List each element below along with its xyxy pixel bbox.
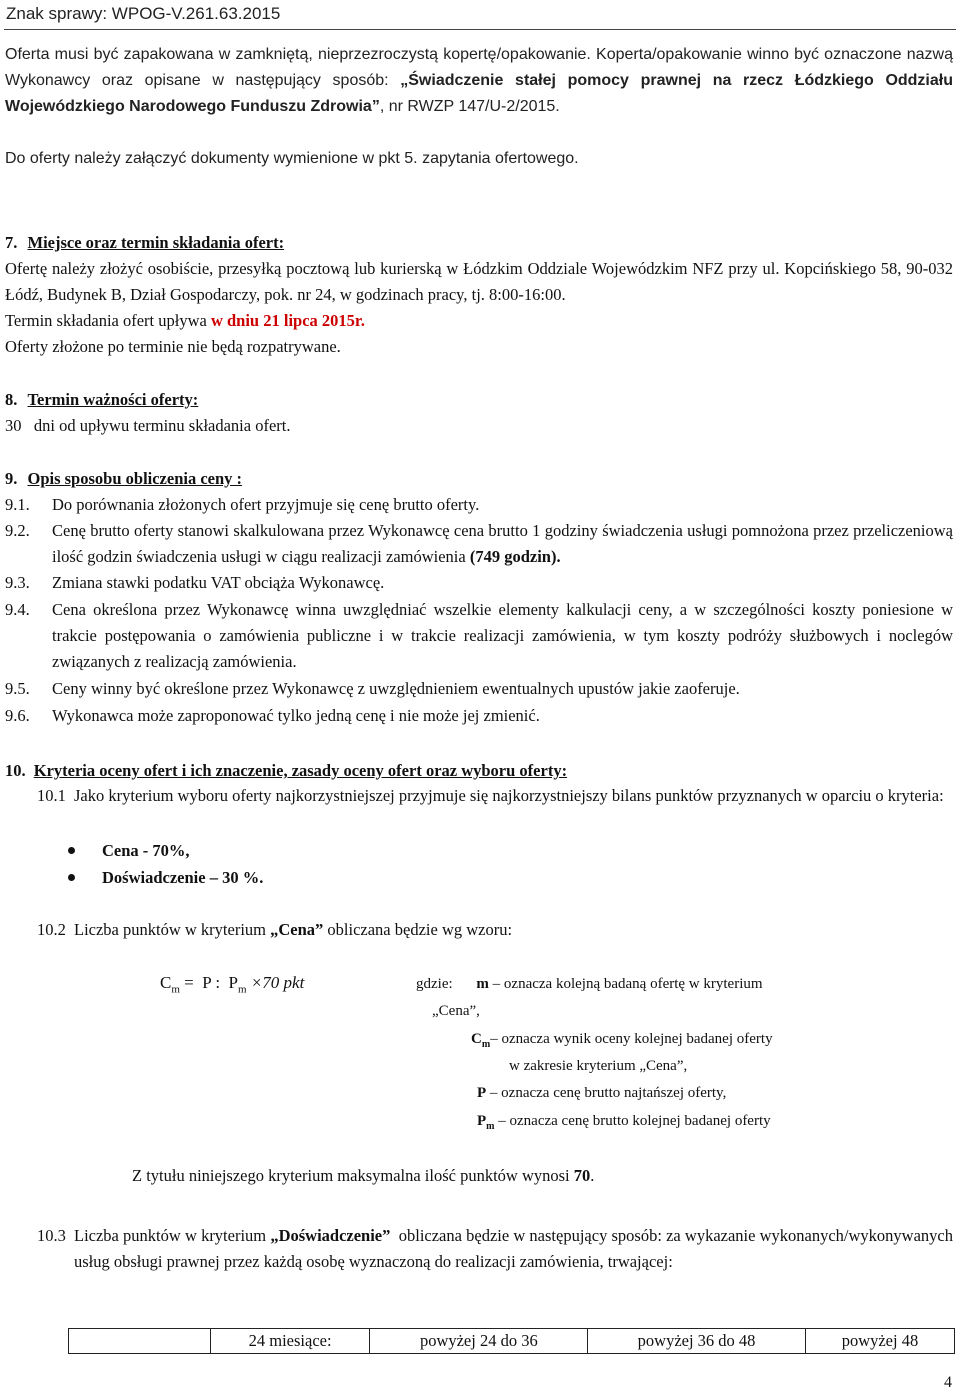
section-7-text: Ofertę należy złożyć osobiście, przesyłką pocztową lub kurierską w Łódzkim Oddziale Wojewódzkim NFZ przy ul. Kopcińskiego 58, 90-032 Łódź, Budynek B, Dział Gospodarczy, pok. nr 24, w godzinach pracy, tj. 8:00-16:00. (5, 259, 953, 304)
formula-legend-cm: $C_m-$ oznacza wynik oceny kolejnej badanej oferty (471, 1031, 773, 1050)
table-cell: powyżej 24 do 36 (370, 1329, 588, 1354)
criterion-price: Cena - 70%, (68, 838, 190, 864)
section-9-title: Opis sposobu obliczenia ceny : (27, 469, 243, 488)
section-10-number: 10. (5, 761, 26, 780)
bullet-icon (68, 874, 75, 881)
table-cell: 24 miesiące: (210, 1329, 370, 1354)
table-row (69, 1329, 955, 1354)
max-points-price: Z tytułu niniejszego kryterium maksymalna ilość punktów wynosi 70. (132, 1166, 595, 1185)
section-8-number: 8. (5, 390, 18, 409)
section-7-late-offers: Oferty złożone po terminie nie będą rozpatrywane. (5, 337, 341, 356)
formula-legend-cm-scope: w zakresie kryterium „Cena”, (509, 1058, 688, 1074)
price-formula: $C_m = P$ : $P_m \times 70$ pkt (160, 973, 305, 996)
formula-legend-p: P – oznacza cenę brutto najtańszej oferty, (477, 1085, 727, 1101)
experience-table (68, 1328, 955, 1354)
formula-legend-cena: „Cena”, (432, 1003, 480, 1019)
intro-text-1: Oferta musi być zapakowana w zamkniętą, nieprzezroczystą kopertę/opakowanie. Koperta/opakowanie winno być oznaczone nazwą Wykonawcy oraz opisane w następujący sposób: (5, 46, 953, 89)
section-8-heading (5, 387, 953, 413)
section-7-title: Miejsce oraz termin składania ofert: (27, 233, 285, 252)
table-cell-empty (69, 1329, 211, 1354)
intro-text-2: , nr RWZP 147/U-2/2015. (379, 98, 560, 115)
section-7-deadline (5, 308, 953, 334)
list-item: 9.4. Cena określona przez Wykonawcę winna uwzględniać wszelkie elementy kalkulacji ceny, a w szczególności koszty poniesione w trakcie postępowania o zamówienia publiczne i w trakcie realizacji zamówienia, w tym koszty podróży służbowych i noclegów związanych z realizacją zamówienia. (5, 600, 953, 671)
section-9-heading (5, 466, 953, 492)
list-item: 9.6. Wykonawca może zaproponować tylko jedną cenę i nie może jej zmienić. (5, 706, 540, 725)
table-cell: powyżej 48 (805, 1329, 954, 1354)
page-number: 4 (944, 1374, 952, 1391)
criterion-experience: Doświadczenie – 30 %. (68, 865, 263, 891)
list-item: 9.5. Ceny winny być określone przez Wykonawcę z uwzględnieniem ewentualnych upustów jakie zaoferuje. (5, 679, 740, 698)
list-item: 10.1 Jako kryterium wyboru oferty najkorzystniejszej przyjmuje się najkorzystniejszy bilans punktów przyznanych w oparciu o kryteria: (37, 786, 944, 805)
bullet-icon (68, 847, 75, 854)
formula-legend-pm: $P_m$ – oznacza cenę brutto kolejnej badanej oferty (477, 1113, 771, 1132)
section-10-heading (5, 758, 953, 784)
list-item: 10.3 Liczba punktów w kryterium „Doświadczenie” obliczana będzie w następujący sposób: za wykazanie wykonanych/wykonywanych usług obsługi prawnej przez każdą osobę wyznaczoną do realizacji zamówienia, trwającej: (37, 1226, 958, 1271)
list-item: 9.1. Do porównania złożonych ofert przyjmuje się cenę brutto oferty. (5, 495, 480, 514)
section-9-number: 9. (5, 469, 18, 488)
intro-attachments: Do oferty należy załączyć dokumenty wymienione w pkt 5. zapytania ofertowego. (5, 150, 579, 167)
table-cell: powyżej 36 do 48 (588, 1329, 806, 1354)
section-8-text: 30 dni od upływu terminu składania ofert. (5, 416, 291, 435)
list-item: 9.3. Zmiana stawki podatku VAT obciąża Wykonawcę. (5, 573, 385, 592)
section-7-number: 7. (5, 233, 18, 252)
list-item: 10.2 Liczba punktów w kryterium „Cena” obliczana będzie wg wzoru: (37, 920, 513, 939)
formula-legend-m: gdzie: m – oznacza kolejną badaną ofertę w kryterium (416, 976, 763, 992)
intro-subject: „Świadczenie stałej pomocy prawnej na rzecz Łódzkiego Oddziału Wojewódzkiego Narodowego Funduszu Zdrowia” (5, 72, 953, 115)
case-number-header: Znak sprawy: WPOG-V.261.63.2015 (6, 4, 281, 23)
deadline-date: w dniu 21 lipca 2015r. (210, 311, 365, 330)
list-item: 9.2. Cenę brutto oferty stanowi skalkulowana przez Wykonawcę cena brutto 1 godziny świadczenia usługi pomnożona przez przeliczeniową ilość godzin świadczenia usługi w ciągu realizacji zamówienia (749 godzin). (5, 521, 953, 566)
deadline-label: Termin składania ofert upływa (5, 311, 211, 330)
section-8-title: Termin ważności oferty: (27, 390, 199, 409)
intro-paragraph (5, 42, 953, 120)
section-7-heading (5, 230, 953, 256)
section-10-title: Kryteria oceny ofert i ich znaczenie, zasady oceny ofert oraz wyboru oferty: (33, 761, 568, 780)
header-divider (4, 29, 956, 30)
